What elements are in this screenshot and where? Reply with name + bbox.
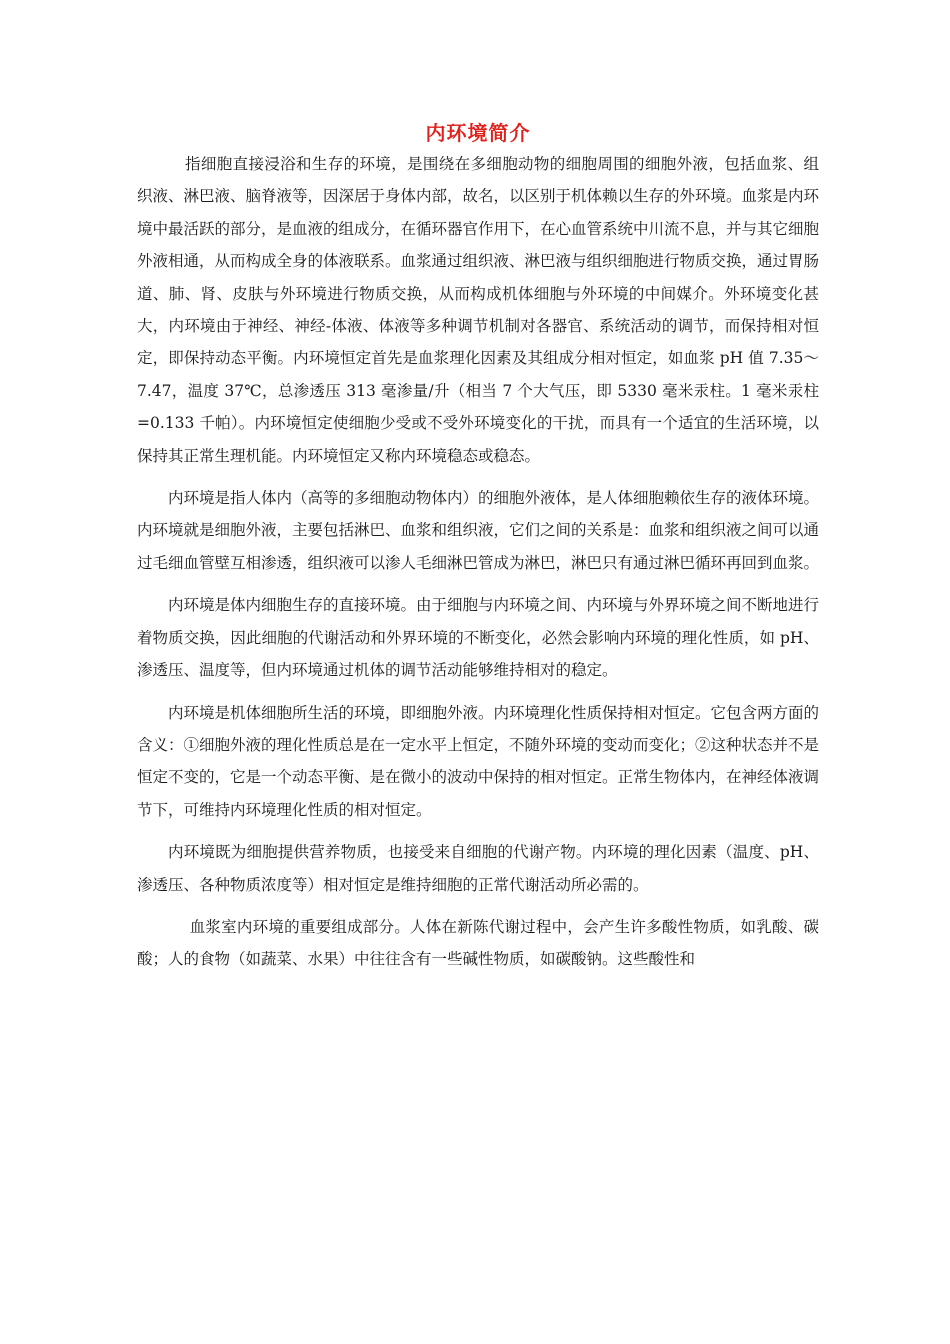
paragraph-nutrients: 内环境既为细胞提供营养物质，也接受来自细胞的代谢产物。内环境的理化因素（温度、pH、渗透压、各种物质浓度等）相对恒定是维持细胞的正常代谢活动所必需的。 (137, 843, 819, 894)
paragraph-definition: 指细胞直接浸浴和生存的环境，是围绕在多细胞动物的细胞周围的细胞外液，包括血浆、组织液、淋巴液、脑脊液等，因深居于身体内部，故名，以区别于机体赖以生存的外环境。血浆是内环境中最活跃的部分，是血液的组成分，在循环器官作用下，在心血管系统中川流不息，并与其它细胞外液相通，从而构成全身的体液联系。血浆通过组织液、淋巴液与组织细胞进行物质交换，通过胃肠道、肺、肾、皮肤与外环境进行物质交换，从而构成机体细胞与外环境的中间媒介。外环境变化甚大，内环境由于神经、神经-体液、体液等多种调节机制对各器官、系统活动的调节，而保持相对恒定，即保持动态平衡。内环境恒定首先是血浆理化因素及其组成分相对恒定，如血浆 pH 值 7.35～7.47，温度 37℃，总渗透压 313 毫渗量/升（相当 7 个大气压，即 5330 毫米汞柱。1 毫米汞柱=0.133 千帕）。内环境恒定使细胞少受或不受外环境变化的干扰，而具有一个适宜的生活环境，以保持其正常生理机能。内环境恒定又称内环境稳态或稳态。 (137, 155, 820, 465)
document-page (137, 118, 819, 976)
paragraph-plasma: 血浆室内环境的重要组成部分。人体在新陈代谢过程中，会产生许多酸性物质，如乳酸、碳酸；人的食物（如蔬菜、水果）中往往含有一些碱性物质，如碳酸钠。这些酸性和 (137, 917, 819, 969)
paragraph-extracellular-fluid: 内环境是指人体内（高等的多细胞动物体内）的细胞外液体，是人体细胞赖依生存的液体环境。内环境就是细胞外液，主要包括淋巴、血浆和组织液，它们之间的关系是：血浆和组织液之间可以通过毛细血管壁互相渗透，组织液可以渗人毛细淋巴管成为淋巴，淋巴只有通过淋巴循环再回到血浆。 (137, 489, 820, 572)
paragraph-direct-environment: 内环境是体内细胞生存的直接环境。由于细胞与内环境之间、内环境与外界环境之间不断地进行着物质交换，因此细胞的代谢活动和外界环境的不断变化，必然会影响内环境的理化性质，如 pH、渗透压、温度等，但内环境通过机体的调节活动能够维持相对的稳定。 (137, 596, 820, 680)
paragraph-homeostasis: 内环境是机体细胞所生活的环境，即细胞外液。内环境理化性质保持相对恒定。它包含两方面的含义：①细胞外液的理化性质总是在一定水平上恒定，不随外环境的变动而变化；②这种状态并不是恒定不变的，它是一个动态平衡、是在微小的波动中保持的相对恒定。正常生物体内，在神经体液调节下，可维持内环境理化性质的相对恒定。 (137, 703, 820, 819)
document-title: 内环境简介 (425, 121, 531, 145)
